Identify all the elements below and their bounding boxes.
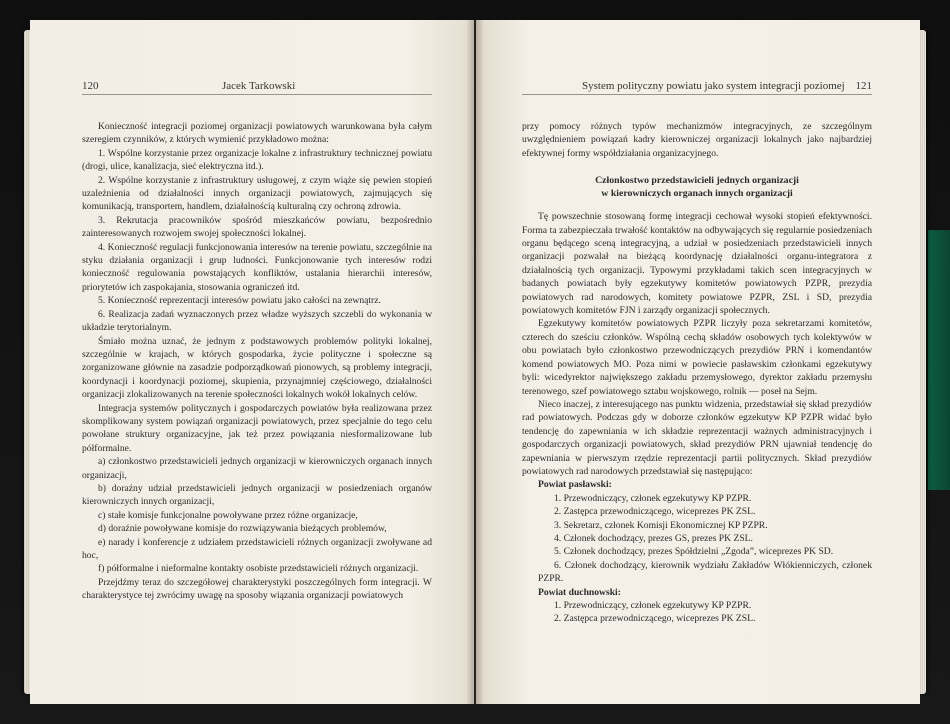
list-item: 4. Członek dochodzący, prezes GS, prezes PK ZSL. [554, 532, 753, 544]
paragraph: Egzekutywy komitetów powiatowych PZPR liczyły poza sekretarzami komitetów, czterech do sześciu członków. Wspólną cechą składów osobowych tych kolektywów w obu powiatach było członkostwo przewodniczących prezydiów PRN i komendantów komend powiatowych MO. Poza nimi w powiecie pasławskim członkami egzekutywy byli: wicedyrektor największego zakładu przemysłowego, dyrektor zakładu przemysłu terenowego, szef powiatowego sztabu wojskowego, rolnik — poseł na Sejm. [522, 318, 872, 397]
right-running-title: System polityczny powiatu jako system integracji poziomej [582, 80, 845, 92]
paragraph: 5. Konieczność reprezentacji interesów powiatu jako całości na zewnątrz. [98, 295, 381, 307]
left-body-text [82, 120, 432, 603]
paragraph: Integracja systemów politycznych i gospodarczych powiatów była realizowana przez skomplikowany system powiązań organizacji powiatowych, przez specjalnie do tego celu powołane struktury organizacyjne, jak też przez powiązania niesformalizowane lub półformalne. [82, 402, 432, 454]
scanner-edge-band [928, 230, 950, 490]
paragraph: 1. Wspólne korzystanie przez organizacje lokalne z infrastruktury technicznej powiatu (drogi, ulice, kanalizacja, sieć elektryczna itd.). [82, 147, 432, 173]
paragraph: Tę powszechnie stosowaną formę integracji cechował wysoki stopień efektywności. Forma ta zabezpieczała trwałość kontaktów na odbywających się regularnie posiedzeniach organu będącego sceną integracyjną, a udział w posiedzeniach przedstawicieli innych organizacji pozwalał na bieżącą koordynację działalności organu-integratora z działalnością tych organizacji. Typowymi przykładami takich scen integracyjnych w badanych powiatach były egzekutywy komitetów powiatowych PZPR, prezydia powiatowych rad narodowych, komitety powiatowe PZPR, ZSL i SD, prezydia powiatowych komitetów FJN i zarządy organizacji społecznych. [522, 211, 872, 317]
left-running-title: Jacek Tarkowski [222, 80, 296, 92]
paragraph: 3. Rekrutacja pracowników spośród mieszkańców powiatu, bezpośrednio zainteresowanych rozwojem swojej społeczności lokalnej. [82, 214, 432, 240]
left-page [30, 20, 474, 704]
list-item: a) członkostwo przedstawicieli jednych organizacji w kierowniczych organach innych organizacji, [82, 456, 432, 481]
paragraph: Przejdźmy teraz do szczegółowej charakterystyki poszczególnych form integracji. W charakterystyce tej zwrócimy uwagę na sposoby wiązania organizacji powiatowych [82, 576, 432, 602]
list-item: 1. Przewodniczący, członek egzekutywy KP PZPR. [554, 492, 752, 504]
list-item: b) doraźny udział przedstawicieli jednych organizacji w posiedzeniach organów kierowniczych innych organizacji, [82, 482, 432, 508]
list-item: 2. Zastępca przewodniczącego, wiceprezes PK ZSL. [554, 613, 756, 625]
list-item: 6. Członek dochodzący, kierownik wydziału Zakładów Włókienniczych, członek PZPR. [538, 559, 872, 585]
list-heading: Powiat duchnowski: [538, 586, 621, 598]
paragraph: Śmiało można uznać, że jednym z podstawowych problemów polityki lokalnej, szczególnie w krajach, w których gospodarka, życie polityczne i społeczne są zorganizowane głównie na zasadzie podporządkowań pionowych, są problemy integracji, koordynacji i koordynacji poziomej, skupienia, przynajmniej częściowego, działalności organizacji zlokalizowanych na terenie społeczności lokalnych wokół lokalnych celów. [82, 335, 432, 401]
paragraph: Nieco inaczej, z interesującego nas punktu widzenia, przedstawiał się skład prezydiów rad powiatowych. Podczas gdy w doborze członków egzekutyw KP PZPR widać było tendencję do zapewniania w ich składzie reprezentacji ważnych administracyjnych i gospodarczych organizacji powiatowych, skład prezydiów PRN ujawniał tendencję do zapewniania w pierwszym rzędzie reprezentacji partii politycznych. Skład prezydiów powiatowych rad narodowych przedstawiał się następująco: [522, 398, 872, 477]
right-page [476, 20, 920, 704]
list-item: 1. Przewodniczący, członek egzekutywy KP PZPR. [554, 600, 752, 611]
right-body-text [522, 120, 872, 626]
paragraph: 2. Wspólne korzystanie z infrastruktury usługowej, z czym wiąże się pewien stopień uzależnienia od działalności innych organizacji powiatowych, zajmujących się komunikacją, transportem, handlem, działalnością kulturalną czy ochroną zdrowia. [82, 174, 432, 213]
paragraph: 6. Realizacja zadań wyznaczonych przez władze wyższych szczebli do wykonania w układzie terytorialnym. [82, 308, 432, 334]
paragraph: 4. Konieczność regulacji funkcjonowania interesów na terenie powiatu, szczególnie na styku działania organizacji i grup ludności. Funkcjonowanie tych interesów rodzi konieczność regulowania powstających konfliktów, ustalania hierarchii interesów, priorytetów ich zaspokajania, stosowania ograniczeń itd. [82, 241, 432, 293]
list-heading: Powiat pasławski: [538, 479, 612, 491]
section-title [522, 174, 872, 200]
paragraph: przy pomocy różnych typów mechanizmów integracyjnych, ze szczególnym uwzględnieniem powiązań kadry kierowniczej organizacji lokalnych jako najbardziej efektywnej formy współdziałania organizacyjnego. [522, 121, 872, 159]
paragraph: Konieczność integracji poziomej organizacji powiatowych warunkowana była całym szeregiem czynników, z których wymienić przykładowo można: [82, 121, 432, 146]
list-item: 5. Członek dochodzący, prezes Spółdzielni „Zgoda”, wiceprezes PK SD. [554, 546, 834, 558]
list-item: f) półformalne i nieformalne kontakty osobiste przedstawicieli różnych organizacji. [98, 563, 419, 575]
book-spread [30, 20, 920, 704]
list-item: c) stałe komisje funkcjonalne powoływane przez różne organizacje, [98, 509, 358, 521]
left-page-number: 120 [82, 80, 99, 92]
section-title-line: Członkostwo przedstawicieli jednych organizacji [595, 175, 799, 187]
list-item: e) narady i konferencje z udziałem przedstawicieli różnych organizacji zwoływane ad hoc, [82, 536, 432, 561]
section-title-line: w kierowniczych organach innych organizacji [601, 188, 793, 200]
left-running-head [82, 80, 432, 95]
right-running-head [522, 80, 872, 95]
list-item: 2. Zastępca przewodniczącego, wiceprezes PK ZSL. [554, 506, 756, 518]
list-item: d) doraźnie powoływane komisje do rozwiązywania bieżących problemów, [98, 523, 387, 535]
right-page-number: 121 [855, 80, 872, 92]
list-item: 3. Sekretarz, członek Komisji Ekonomicznej KP PZPR. [554, 519, 768, 531]
